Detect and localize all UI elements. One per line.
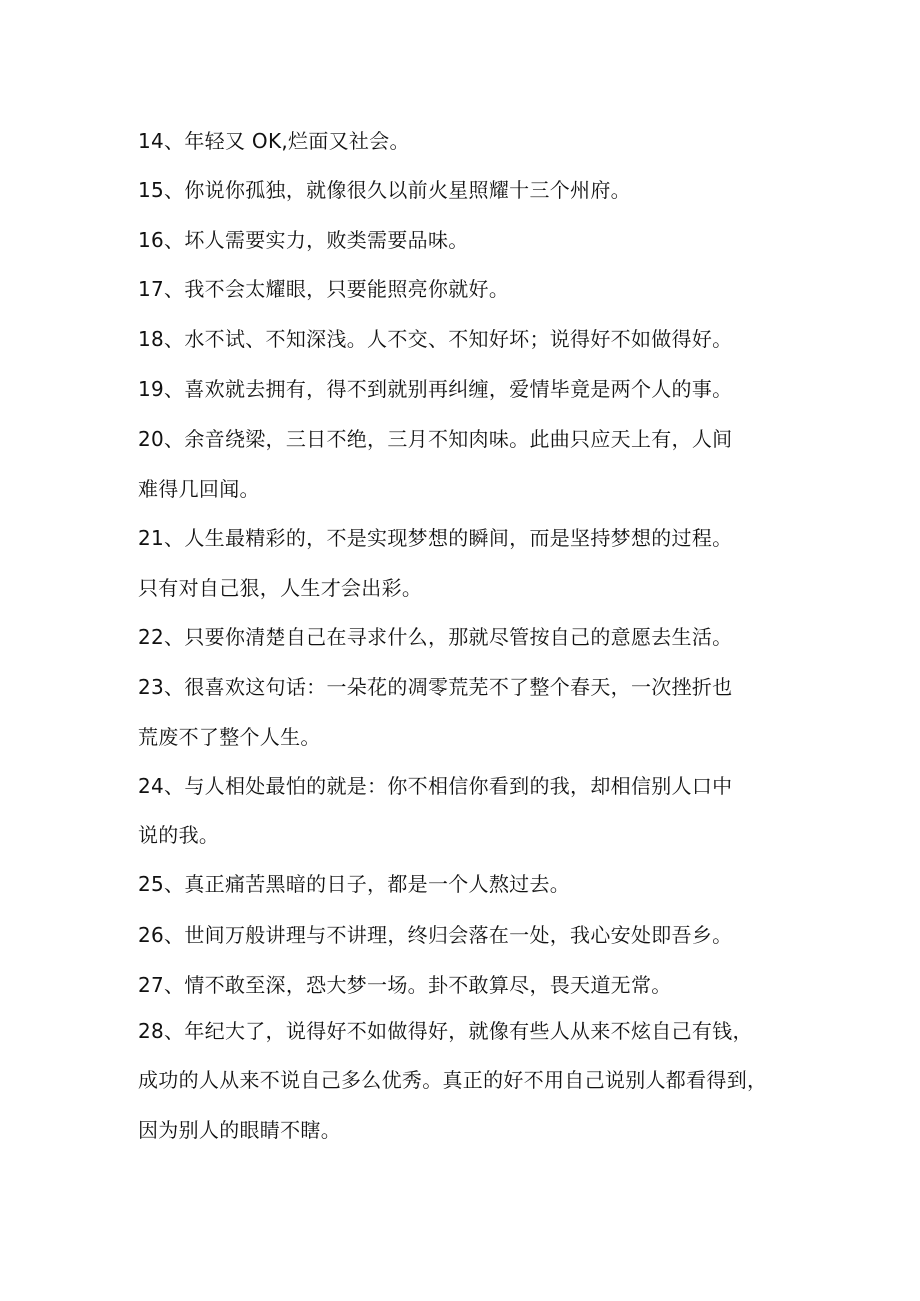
text-line-quote-15: 15、你说你孤独，就像很久以前火星照耀十三个州府。 <box>138 178 631 202</box>
text-line-quote-28-cont-1: 成功的人从来不说自己多么优秀。真正的好不用自己说别人都看得到， <box>138 1068 768 1092</box>
text-line-quote-17: 17、我不会太耀眼，只要能照亮你就好。 <box>138 277 510 301</box>
text-line-quote-28-cont-2: 因为别人的眼睛不瞎。 <box>138 1118 341 1142</box>
text-line-quote-24-cont: 说的我。 <box>138 823 220 847</box>
text-line-quote-18: 18、水不试、不知深浅。人不交、不知好坏；说得好不如做得好。 <box>138 327 733 351</box>
text-line-quote-25: 25、真正痛苦黑暗的日子，都是一个人熬过去。 <box>138 872 571 896</box>
text-line-quote-21: 21、人生最精彩的，不是实现梦想的瞬间，而是坚持梦想的过程。 <box>138 526 733 550</box>
text-line-quote-23-cont: 荒废不了整个人生。 <box>138 725 321 749</box>
text-line-quote-16: 16、坏人需要实力，败类需要品味。 <box>138 228 469 252</box>
text-line-quote-26: 26、世间万般讲理与不讲理，终归会落在一处，我心安处即吾乡。 <box>138 923 733 947</box>
text-line-quote-14: 14、年轻又 OK,烂面又社会。 <box>138 129 410 153</box>
text-line-quote-20-cont: 难得几回闻。 <box>138 477 260 501</box>
text-line-quote-21-cont: 只有对自己狠，人生才会出彩。 <box>138 576 423 600</box>
text-line-quote-20: 20、余音绕梁，三日不绝，三月不知肉味。此曲只应天上有，人间 <box>138 427 733 451</box>
text-line-quote-19: 19、喜欢就去拥有，得不到就别再纠缠，爱情毕竟是两个人的事。 <box>138 377 733 401</box>
text-line-quote-28: 28、年纪大了，说得好不如做得好，就像有些人从来不炫自己有钱， <box>138 1019 753 1043</box>
text-line-quote-24: 24、与人相处最怕的就是：你不相信你看到的我，却相信别人口中 <box>138 774 733 798</box>
text-line-quote-23: 23、很喜欢这句话：一朵花的凋零荒芜不了整个春天，一次挫折也 <box>138 675 733 699</box>
text-line-quote-22: 22、只要你清楚自己在寻求什么，那就尽管按自己的意愿去生活。 <box>138 625 733 649</box>
text-line-quote-27: 27、情不敢至深，恐大梦一场。卦不敢算尽，畏天道无常。 <box>138 973 672 997</box>
